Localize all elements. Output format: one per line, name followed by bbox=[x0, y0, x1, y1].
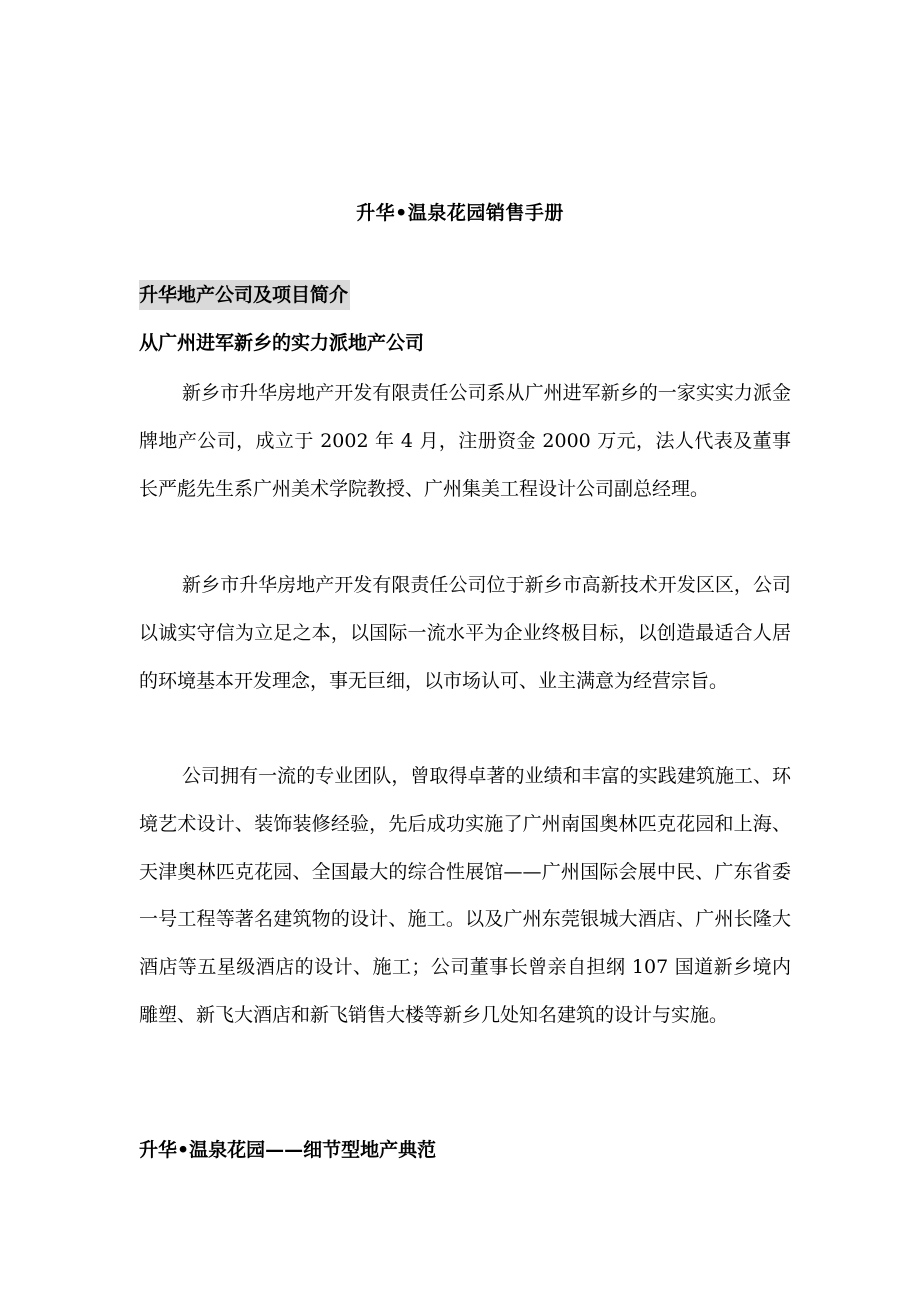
section-heading-company-intro bbox=[139, 283, 350, 308]
paragraph-company-background: 新乡市升华房地产开发有限责任公司系从广州进军新乡的一家实实力派金牌地产公司，成立于 2002 年 4 月，注册资金 2000 万元，法人代表及董事长严彪先生系广州美术学院教授、广州集美工程设计公司副总经理。 bbox=[139, 382, 791, 500]
paragraph-company-philosophy: 新乡市升华房地产开发有限责任公司位于新乡市高新技术开发区区，公司以诚实守信为立足之本，以国际一流水平为企业终极目标，以创造最适合人居的环境基本开发理念，事无巨细，以市场认可、业主满意为经营宗旨。 bbox=[139, 574, 791, 692]
paragraph-company-experience: 公司拥有一流的专业团队，曾取得卓著的业绩和丰富的实践建筑施工、环境艺术设计、装饰装修经验，先后成功实施了广州南国奥林匹克花园和上海、天津奥林匹克花园、全国最大的综合性展馆——广州国际会展中民、广东省委一号工程等著名建筑物的设计、施工。以及广州东莞银城大酒店、广州长隆大酒店等五星级酒店的设计、施工；公司董事长曾亲自担纲 107 国道新乡境内雕塑、新飞大酒店和新飞销售大楼等新乡几处知名建筑的设计与实施。 bbox=[139, 765, 791, 1026]
section-heading-project-model: 升华•温泉花园——细节型地产典范 bbox=[139, 1139, 437, 1161]
highlighted-heading-text: 升华地产公司及项目简介 bbox=[139, 280, 350, 310]
document-title: 升华•温泉花园销售手册 bbox=[356, 202, 564, 224]
section-heading-strong-developer: 从广州进军新乡的实力派地产公司 bbox=[139, 332, 425, 354]
